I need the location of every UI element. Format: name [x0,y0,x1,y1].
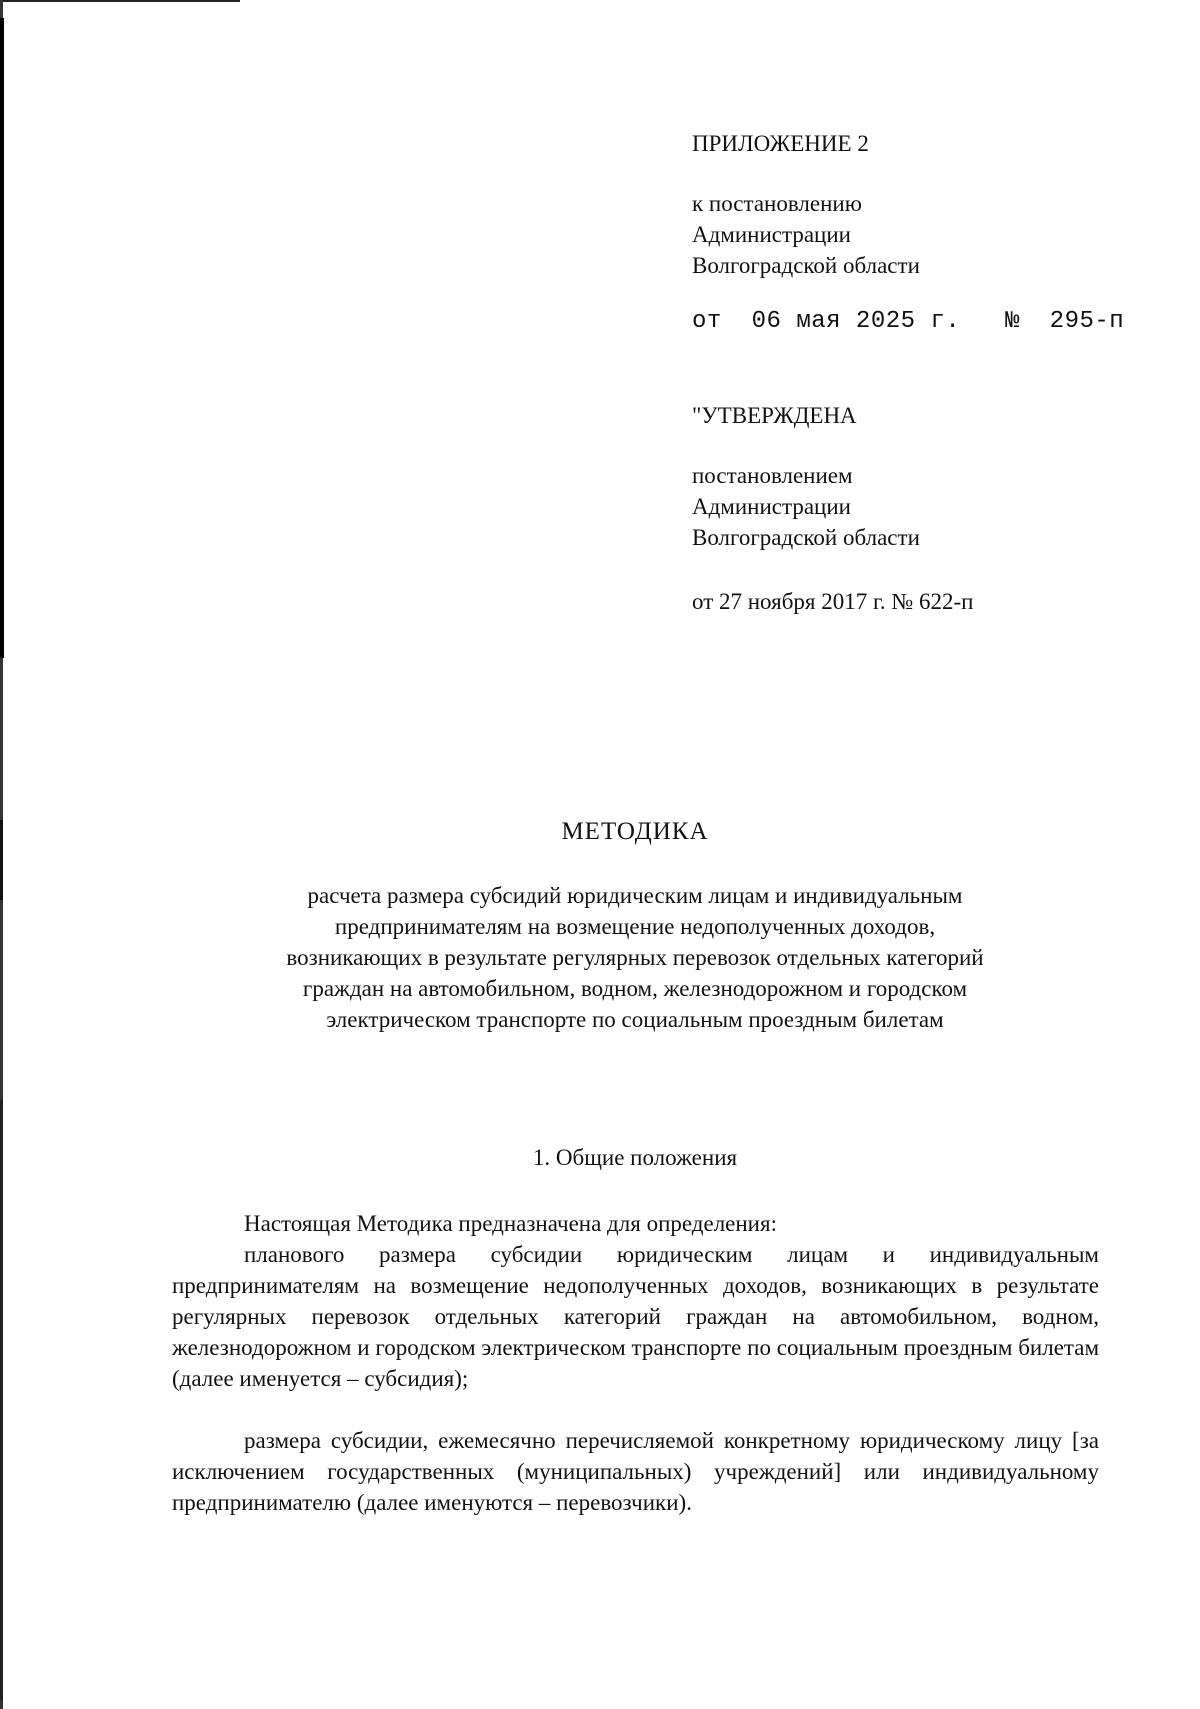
paragraph: размера субсидии, ежемесячно перечисляемой конкретному юридическому лицу [за исключением государственных (муниципальных) учреждений] или индивидуальному предпринимателю (далее именуются – перевозчики). [172,1428,1099,1515]
approved-label: "УТВЕРЖДЕНА [692,403,857,428]
paragraph: Настоящая Методика предназначена для определения: [244,1211,777,1236]
method-subtitle-line: электрическом транспорте по социальным проездным билетам [326,1007,944,1032]
method-subtitle-line: предпринимателям на возмещение недополученных доходов, [334,914,936,939]
approved-by-block [692,460,920,553]
to-resolution-line: Администрации [692,222,851,247]
section-title: 1. Общие положения [532,1145,738,1170]
to-resolution-line: к постановлению [692,191,862,216]
approved-by-line: Волгоградской области [692,525,920,550]
method-subtitle-line: граждан на автомобильном, водном, железнодорожном и городском [302,976,968,1001]
to-resolution-block [692,188,920,281]
resolution-date: от 06 мая 2025 г. [692,308,961,335]
method-subtitle-line: возникающих в результате регулярных перевозок отдельных категорий [286,945,984,970]
scan-edge-left-mark [0,18,4,658]
original-resolution-date: от 27 ноября 2017 г. № 622-п [692,589,974,614]
to-resolution-line: Волгоградской области [692,253,920,278]
paragraph: планового размера субсидии юридическим лицам и индивидуальным предпринимателям на возмещение недополученных доходов, возникающих в результате регулярных перевозок отдельных категорий граждан на автомобильном, водном, железнодорожном и городском электрическом транспорте по социальным проездным билетам (далее именуется – субсидия); [172,1242,1099,1391]
appendix-title: ПРИЛОЖЕНИЕ 2 [692,131,869,156]
approved-by-line: постановлением [692,463,853,488]
scan-edge-left-mark [0,1100,3,1700]
method-title: МЕТОДИКА [561,818,709,845]
scan-edge-top [0,0,240,2]
method-subtitle-line: расчета размера субсидий юридическим лицам и индивидуальным [307,883,963,908]
approved-by-line: Администрации [692,494,851,519]
method-subtitle [0,880,1200,1035]
resolution-number: № 295-п [1004,308,1125,335]
resolution-date-line [692,306,1124,337]
